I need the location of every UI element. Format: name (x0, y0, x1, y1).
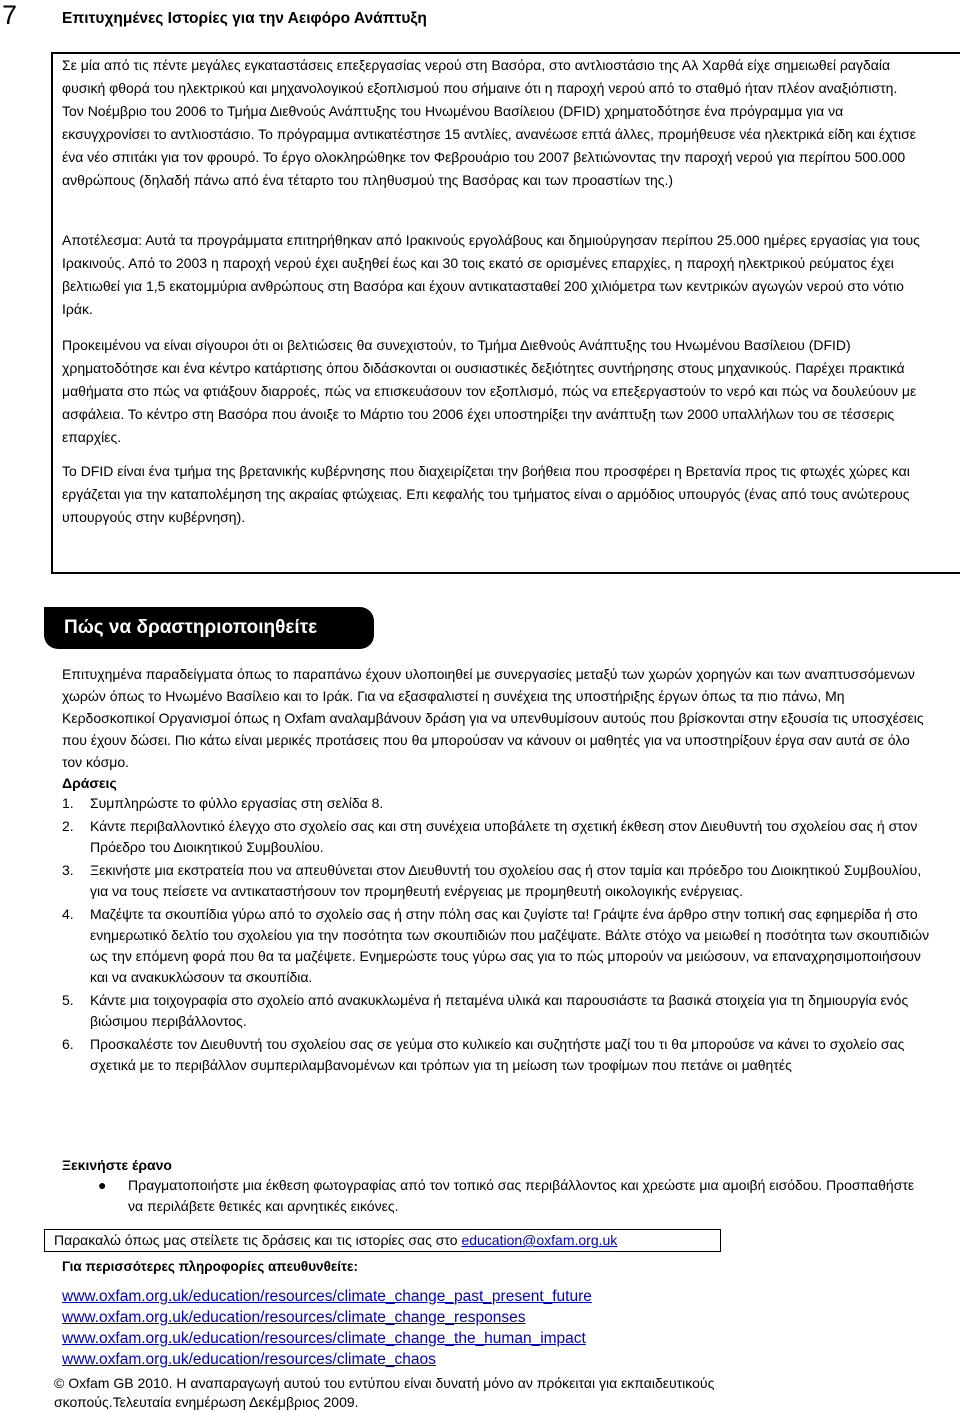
story-paragraph-2: Αποτέλεσμα: Αυτά τα προγράμματα επιτηρήθηκαν από Ιρακινούς εργολάβους και δημιούργησαν περίπου 25.000 ημέρες εργασίας για τους Ιρακινούς. Από το 2003 η παροχή νερού έχει αυξηθεί έως και 30 τοις εκατό σε ορισμένες επαρχίες, η παροχή ηλεκτρικού ρεύματος έχει βελτιωθεί για 1,5 εκατομμύρια ανθρώπους στη Βασόρα και έχουν αντικατασταθεί 200 χιλιόμετρα των κεντρικών αγωγών νερού στο νότιο Ιράκ. (62, 232, 920, 317)
action-number: 2. (62, 818, 74, 834)
action-item-6 (62, 1034, 942, 1076)
action-number: 3. (62, 862, 74, 878)
actions-heading: Δράσεις (62, 775, 117, 791)
action-number: 6. (62, 1036, 74, 1052)
email-line (54, 1231, 617, 1250)
action-text: Κάντε μια τοιχογραφία στο σχολείο από ανακυκλωμένα ή πεταμένα υλικά και παρουσιάστε τα βασικά στοιχεία για τη δημιουργία ενός βιώσιμου περιβάλλοντος. (90, 992, 909, 1029)
action-item-5 (62, 990, 942, 1032)
intro-paragraph: Επιτυχημένα παραδείγματα όπως το παραπάνω έχουν υλοποιηθεί με συνεργασίες μεταξύ των χωρών χορηγών και των αναπτυσσόμενων χωρών όπως το Ηνωμένο Βασίλειο και το Ιράκ. Για να εξασφαλιστεί η συνέχεια της υποστήριξης έργων όπως τα πιο πάνω, Μη Κερδοσκοπικοί Οργανισμοί όπως η Oxfam αναλαμβάνουν δράση για να υπενθυμίσουν αυτούς που βρίσκονται στην εξουσία τις υποσχέσεις που έχουν δώσει. Πιο κάτω είναι μερικές προτάσεις που θα μπορούσαν να κάνουν οι μαθητές για να υποστηρίξουν έργα σαν αυτά σε όλο τον κόσμο. (62, 666, 924, 770)
story-paragraph-3: Προκειμένου να είναι σίγουροι ότι οι βελτιώσεις θα συνεχιστούν, το Τμήμα Διεθνούς Ανάπτυξης του Ηνωμένου Βασίλειου (DFID) χρηματοδότησε και ένα κέντρο κατάρτισης όπου διδάσκονται οι ουσιαστικές δεξιότητες συντήρησης στους μηχανικούς. Παρέχει πρακτικά μαθήματα στο πώς να φτιάξουν διαρροές, πώς να επισκευάσουν τον εξοπλισμό, πώς να επεξεργαστούν το νερό και πώς να δουλεύουν με ασφάλεια. Το κέντρο στη Βασόρα που άνοιξε το Μάρτιο του 2006 έχει υποστηρίξει την ανάπτυξη των 2000 υπαλλήλων του σε τέσσερις επαρχίες. (62, 337, 917, 445)
fundraising-heading: Ξεκινήστε έρανο (62, 1157, 172, 1173)
action-number: 4. (62, 906, 74, 922)
fundraising-bullet-text: Πραγματοποιήστε μια έκθεση φωτογραφίας από τον τοπικό σας περιβάλλοντος και χρεώστε μια αμοιβή εισόδου. Προσπαθήστε να περιλάβετε θετικές και αρνητικές εικόνες. (128, 1177, 915, 1214)
email-prefix: Παρακαλώ όπως μας στείλετε τις δράσεις και τις ιστορίες σας στο (54, 1232, 462, 1248)
page-number: 7 (2, 0, 18, 30)
action-text: Προσκαλέστε τον Διευθυντή του σχολείου σας σε γεύμα στο κυλικείο και συζητήστε μαζί του τι θα μπορούσε να κάνει το σχολείο σας σχετικά με το περιβάλλον συμπεριλαμβανομένων και τρόπων για τη μείωση των τροφίμων που πετάνε οι μαθητές (90, 1036, 905, 1073)
resource-link-1[interactable]: www.oxfam.org.uk/education/resources/climate_change_past_present_future (62, 1288, 592, 1305)
action-item-4 (62, 904, 942, 988)
page-title: Επιτυχημένες Ιστορίες για την Αειφόρο Ανάπτυξη (62, 10, 427, 27)
action-text: Συμπληρώστε το φύλλο εργασίας στη σελίδα 8. (90, 795, 384, 811)
action-text: Κάντε περιβαλλοντικό έλεγχο στο σχολείο σας και στη συνέχεια υποβάλετε τη σχετική έκθεση στον Διευθυντή του σχολείου σας ή στον Πρόεδρο του Διοικητικού Συμβουλίου. (90, 818, 918, 855)
resource-link-3[interactable]: www.oxfam.org.uk/education/resources/climate_change_the_human_impact (62, 1330, 586, 1347)
resource-links (62, 1286, 592, 1370)
action-item-1 (62, 793, 942, 814)
action-text: Ξεκινήστε μια εκστρατεία που να απευθύνεται στον Διευθυντή του σχολείου σας ή στον ταμία και πρόεδρο του Διοικητικού Συμβουλίου, για να τους πείσετε να αντικαταστήσουν τον προμηθευτή ενέργειας με προμηθευτή οικολογικής ενέργειας. (90, 862, 922, 899)
action-number: 5. (62, 992, 74, 1008)
action-item-2 (62, 816, 942, 858)
section-banner-title: Πώς να δραστηριοποιηθείτε (64, 617, 318, 638)
action-item-3 (62, 860, 942, 902)
story-paragraph-4: Το DFID είναι ένα τμήμα της βρετανικής κυβέρνησης που διαχειρίζεται την βοήθεια που προσφέρει η Βρετανία προς τις φτωχές χώρες και εργάζεται για την καταπολέμηση της ακραίας φτώχειας. Επι κεφαλής του τμήματος είναι ο αρμόδιος υπουργός (ένας από τους ανώτερους υπουργούς στην κυβέρνηση). (62, 463, 910, 525)
resource-link-2[interactable]: www.oxfam.org.uk/education/resources/climate_change_responses (62, 1309, 526, 1326)
copyright-notice: © Oxfam GB 2010. Η αναπαραγωγή αυτού του εντύπου είναι δυνατή μόνο αν πρόκειται για εκπαιδευτικούς σκοπούς.Τελευταία ενημέρωση Δεκέμβριος 2009. (54, 1375, 715, 1410)
action-text: Μαζέψτε τα σκουπίδια γύρω από το σχολείο σας ή στην πόλη σας και ζυγίστε τα! Γράψτε ένα άρθρο στην τοπική σας εφημερίδα ή στο ενημερωτικό δελτίο του σχολείου για την ποσότητα των σκουπιδιών που μαζέψατε. Βάλτε στόχο να μειωθεί η ποσότητα των σκουπιδιών ως την επόμενη φορά που θα τα μαζέψετε. Ενημερώστε τους γύρω σας για το πώς μπορούν να μειώσουν, να επαναχρησιμοποιήσουν και να ανακυκλώσουν τα σκουπίδια. (90, 906, 930, 985)
resource-link-4[interactable]: www.oxfam.org.uk/education/resources/climate_chaos (62, 1351, 436, 1368)
section-banner (44, 607, 374, 649)
more-info-heading: Για περισσότερες πληροφορίες απευθυνθείτε: (62, 1259, 358, 1274)
email-link[interactable]: education@oxfam.org.uk (461, 1232, 618, 1248)
actions-list (62, 793, 942, 1078)
bullet-icon: ● (98, 1177, 107, 1193)
action-number: 1. (62, 795, 74, 811)
fundraising-bullet (98, 1175, 918, 1217)
story-paragraph-1: Σε μία από τις πέντε μεγάλες εγκαταστάσεις επεξεργασίας νερού στη Βασόρα, στο αντλιοστάσιο της Αλ Χαρθά είχε σημειωθεί ραγδαία φυσική φθορά του ηλεκτρικού και μηχανολογικού εξοπλισμού που σήμαινε ότι η παροχή νερού από το σταθμό ήταν πλέον αναξιόπιστη. Τον Νοέμβριο του 2006 το Τμήμα Διεθνούς Ανάπτυξης του Ηνωμένου Βασίλειου (DFID) χρηματοδότησε ένα πρόγραμμα για να εκσυγχρονίσει το αντλιοστάσιο. Το πρόγραμμα αντικατέστησε 15 αντλίες, ανανέωσε επτά άλλες, προμήθευσε νέα ηλεκτρικά είδη και έχτισε ένα νέο σπιτάκι για τον φρουρό. Το έργο ολοκληρώθηκε τον Φεβρουάριο του 2007 βελτιώνοντας την παροχή νερού για περίπου 500.000 ανθρώπους (δηλαδή πάνω από ένα τέταρτο του πληθυσμού της Βασόρας και των προαστίων της.) (62, 57, 916, 188)
